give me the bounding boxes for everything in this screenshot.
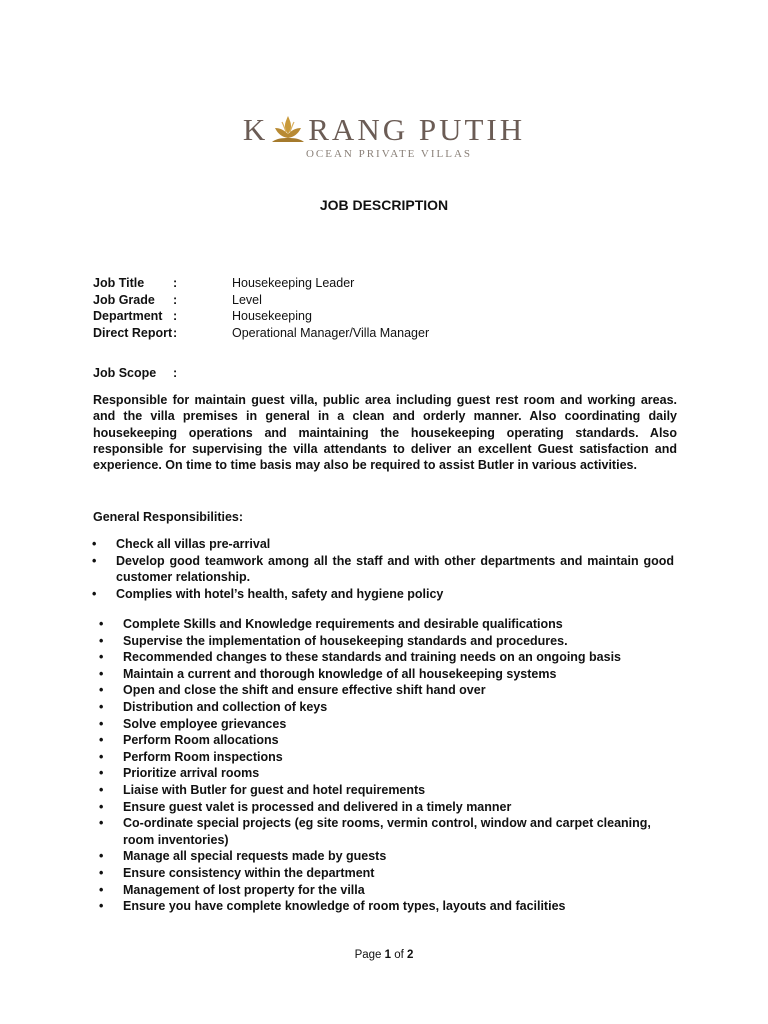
- list-item-text: Prioritize arrival rooms: [123, 766, 260, 781]
- list-item: [99, 666, 683, 683]
- footer-middle: of: [391, 949, 408, 961]
- direct-report-label: Direct Report: [93, 325, 173, 340]
- bullet-icon: •: [99, 865, 104, 880]
- job-details: [93, 275, 429, 341]
- list-item-text: Maintain a current and thorough knowledge of all housekeeping systems: [123, 666, 557, 681]
- footer-prefix: Page: [354, 949, 385, 961]
- direct-report-colon: :: [173, 325, 178, 340]
- bullet-icon: •: [99, 716, 104, 731]
- job-grade-value: Level: [232, 292, 262, 307]
- bullet-icon: •: [99, 666, 104, 681]
- job-scope-text: Responsible for maintain guest villa, public area including guest rest room and working areas. and the villa premises in general in a clean and orderly manner. Also coordinating daily housekeeping operations and maintaining the housekeeping operating standards. Also responsible for supervising the villa attendants to deliver an excellent Guest satisfaction and experience. On time to time basis may also be required to assist Butler in various activities.: [93, 393, 677, 473]
- page-title: JOB DESCRIPTION: [319, 197, 449, 213]
- job-scope-row: [93, 366, 232, 380]
- bullet-icon: •: [92, 537, 97, 551]
- list-item-text: Distribution and collection of keys: [123, 699, 328, 714]
- general-responsibilities-heading: General Responsibilities:: [93, 510, 244, 524]
- bullet-icon: •: [99, 733, 104, 748]
- footer-current-page: 1: [384, 949, 392, 961]
- bullet-icon: •: [99, 882, 104, 897]
- list-item: [99, 699, 683, 716]
- logo-wordmark: [0, 112, 768, 148]
- list-item: [99, 765, 683, 782]
- bullet-icon: •: [99, 699, 104, 714]
- list-item-text: Solve employee grievances: [123, 716, 287, 731]
- direct-report-value: Operational Manager/Villa Manager: [232, 325, 430, 340]
- list-item: [99, 633, 683, 650]
- bullet-icon: •: [99, 849, 104, 864]
- list-item-text: Liaise with Butler for guest and hotel requirements: [123, 782, 426, 797]
- bullet-icon: •: [92, 553, 97, 568]
- department-value: Housekeeping: [232, 309, 312, 323]
- list-item: [99, 716, 683, 733]
- bullet-icon: •: [99, 899, 104, 914]
- list-item-text: Complies with hotel’s health, safety and hygiene policy: [116, 586, 444, 601]
- list-item: [99, 848, 683, 865]
- bullet-icon: •: [99, 633, 104, 648]
- logo-letters-rest: RANG PUTIH: [308, 112, 526, 147]
- direct-report-row: [93, 325, 429, 342]
- logo-letter-k: K: [242, 112, 269, 147]
- list-item: [99, 898, 683, 915]
- job-grade-label: Job Grade: [93, 292, 155, 307]
- list-item-text: Complete Skills and Knowledge requirements and desirable qualifications: [123, 617, 563, 631]
- page-footer: [0, 949, 768, 961]
- job-title-row: [93, 275, 429, 292]
- job-grade-colon: :: [173, 292, 178, 307]
- job-scope-label: Job Scope: [93, 366, 157, 380]
- list-item: [99, 815, 683, 848]
- list-item-text: Check all villas pre-arrival: [116, 537, 271, 551]
- bullet-icon: •: [99, 816, 104, 831]
- footer-total-pages: 2: [407, 949, 414, 961]
- list-item: [92, 586, 674, 603]
- department-label: Department: [93, 309, 163, 323]
- list-item-text: Co-ordinate special projects (eg site rooms, vermin control, window and carpet cleaning, room inventories): [123, 816, 651, 847]
- job-title-value: Housekeeping Leader: [232, 276, 355, 290]
- bullet-icon: •: [92, 586, 97, 601]
- list-item-text: Open and close the shift and ensure effective shift hand over: [123, 683, 486, 698]
- list-item: [92, 536, 674, 553]
- bullet-icon: •: [99, 683, 104, 698]
- general-responsibilities-list: [92, 536, 674, 602]
- bullet-icon: •: [99, 766, 104, 781]
- list-item-text: Supervise the implementation of housekeeping standards and procedures.: [123, 633, 568, 648]
- logo-subtitle: OCEAN PRIVATE VILLAS: [305, 148, 473, 160]
- logo: [0, 112, 768, 160]
- list-item: [99, 865, 683, 882]
- job-scope-colon: :: [173, 366, 178, 380]
- list-item-text: Recommended changes to these standards and training needs on an ongoing basis: [123, 650, 622, 665]
- bullet-icon: •: [99, 782, 104, 797]
- list-item: [92, 553, 674, 586]
- bullet-icon: •: [99, 749, 104, 764]
- list-item-text: Ensure guest valet is processed and delivered in a timely manner: [123, 799, 512, 814]
- job-grade-row: [93, 292, 429, 309]
- list-item-text: Manage all special requests made by guests: [123, 849, 387, 864]
- list-item-text: Management of lost property for the villa: [123, 882, 365, 897]
- job-title-label: Job Title: [93, 276, 145, 290]
- list-item-text: Develop good teamwork among all the staff and with other departments and maintain good customer relationship.: [116, 553, 674, 585]
- list-item-text: Perform Room allocations: [123, 733, 279, 748]
- list-item: [99, 782, 683, 799]
- list-item: [99, 649, 683, 666]
- list-item: [99, 799, 683, 816]
- list-item: [99, 682, 683, 699]
- department-row: [93, 308, 429, 325]
- bullet-icon: •: [99, 650, 104, 665]
- list-item-text: Perform Room inspections: [123, 749, 283, 764]
- job-title-colon: :: [173, 276, 178, 290]
- list-item: [99, 882, 683, 899]
- list-item-text: Ensure you have complete knowledge of room types, layouts and facilities: [123, 899, 566, 914]
- list-item-text: Ensure consistency within the department: [123, 865, 375, 880]
- bullet-icon: •: [99, 799, 104, 814]
- list-item: [99, 749, 683, 766]
- list-item: [99, 616, 683, 633]
- department-colon: :: [173, 309, 178, 323]
- lotus-icon: [271, 114, 305, 146]
- list-item: [99, 732, 683, 749]
- bullet-icon: •: [99, 617, 104, 631]
- skills-list: [99, 616, 683, 915]
